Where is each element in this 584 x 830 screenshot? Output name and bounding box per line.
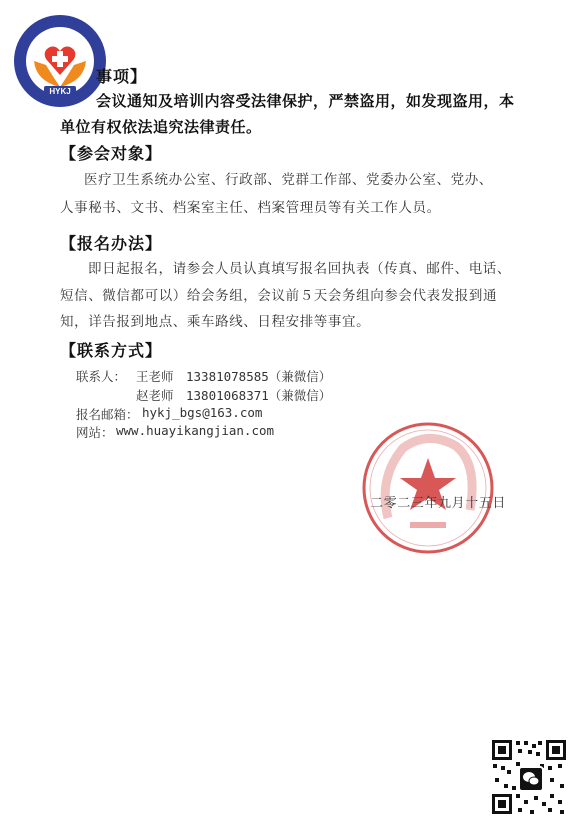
attendees-heading: 【参会对象】 [60,144,163,163]
website-link[interactable]: www.huayikangjian.com [116,423,275,438]
contact-person-2: 赵老师 13801068371（兼微信） [136,388,332,403]
registration-heading: 【报名办法】 [60,234,163,253]
attendees-line-2: 人事秘书、文书、档案室主任、档案管理员等有关工作人员。 [60,200,441,216]
registration-line-3: 知，详告报到地点、乘车路线、日程安排等事宜。 [60,314,371,330]
notice-line-2: 单位有权依法追究法律责任。 [60,118,262,136]
qr-code [490,738,568,816]
registration-line-1: 即日起报名，请参会人员认真填写报名回执表（传真、邮件、电话、 [88,261,511,277]
contact-heading: 【联系方式】 [60,341,163,360]
email-label: 报名邮箱： [76,407,139,422]
logo-abbreviation: HYKJ [49,87,71,96]
contact-person-1: 王老师 13381078585（兼微信） [136,369,332,384]
attendees-line-1: 医疗卫生系统办公室、行政部、党群工作部、党委办公室、党办、 [84,172,493,188]
contact-person-label: 联系人： [76,369,127,384]
registration-line-2: 短信、微信都可以）给会务组，会议前５天会务组向参会代表发报到通 [60,288,498,304]
organization-logo [12,13,108,109]
email-address[interactable]: hykj_bgs@163.com [142,405,263,420]
wechat-icon [518,766,544,792]
issue-date: 二零二三年九月十五日 [370,496,507,511]
official-seal [358,418,498,558]
notice-heading: 事项】 [96,67,148,86]
website-label: 网站： [76,425,114,440]
notice-line-1: 会议通知及培训内容受法律保护，严禁盗用，如发现盗用，本 [96,92,515,110]
